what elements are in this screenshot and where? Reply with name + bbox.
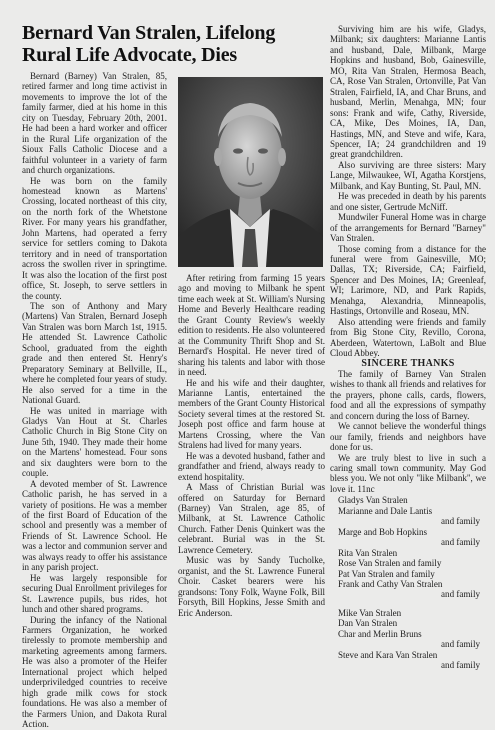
signature-line: Marianne and Dale Lantis xyxy=(338,505,433,516)
paragraph: He was united in marriage with Gladys Van Hout at St. Charles Catholic Church in Big Stone City on June 5th, 1940. They made their home on the Martens' homestead. Four sons and six daughters were born to the couple. xyxy=(22,405,167,479)
portrait-photo xyxy=(178,77,323,267)
signature-line: Steve and Kara Van Stralen xyxy=(338,649,438,660)
paragraph: After retiring from farming 15 years ago and moving to Milbank he spent time each week at St. William's Nursing Home and Beverly Healthcare reading the Grant County Review's weekly edition to residents. He also volunteered at the Community Thrift Shop and St. Bernard's Hospital. He never tired of sharing his talents and labor with those in need. xyxy=(178,273,325,378)
signature-line: and family xyxy=(441,537,480,548)
paragraph: He and his wife and their daughter, Marianne Lantis, entertained the members of the Grant County Historical Society several times at the restored St. Joseph post office and farm house at Martens Crossing, where the Van Stralens had lived for many years. xyxy=(178,377,325,451)
paragraph: He was preceded in death by his parents and one sister, Gertrude McNiff. xyxy=(330,191,486,212)
paragraph: Also attending were friends and family from Big Stone City, Revillo, Corona, Aberdeen, Watertown, LaBolt and Blue Cloud Abbey. xyxy=(330,316,486,359)
signature-line: Rita Van Stralen xyxy=(338,547,398,558)
paragraph: Bernard (Barney) Van Stralen, 85, retired farmer and long time activist in movements to improve the lot of the family farmer, died at his home in this city on Tuesday, February 20th, 2001. He had been a hard worker and officer in the Rural Life organization of the Sioux Falls Catholic Diocese and a faithful volunteer in a variety of farm and church organizations. xyxy=(22,71,167,176)
signature-line: Marge and Bob Hopkins xyxy=(338,526,428,537)
thanks-paragraph: The family of Barney Van Stralen wishes to thank all friends and relatives for the prayers, phone calls, cards, flowers, food and all the expressions of sympathy and concern during the loss of Barney. xyxy=(330,368,487,421)
column-1 xyxy=(22,71,167,730)
paragraph: Also surviving are three sisters: Mary Lange, Milwaukee, WI, Agatha Korstjens, Milbank, and Kay Bunting, St. Paul, MN. xyxy=(330,159,486,191)
signature-line: Pat Van Stralen and family xyxy=(338,568,435,579)
signature-line: and family xyxy=(441,589,480,600)
paragraph: The son of Anthony and Mary (Martens) Van Stralen, Bernard Joseph Van Stralen was born March 1st, 1915. He attended St. Lawrence Catholic School, graduated from the eighth grade and then entered St. Henry's Preparatory Seminary at Bellville, IL, where he completed four years of study. He also served for a time in the National Guard. xyxy=(22,300,167,406)
signature-line: Rose Van Stralen and family xyxy=(338,558,442,569)
signature-line: Mike Van Stralen xyxy=(338,607,402,618)
paragraph: He was a devoted husband, father and grandfather and friend, always ready to extend hospitality. xyxy=(178,450,325,482)
signature-line: and family xyxy=(441,660,480,671)
signature-line: Dan Van Stralen xyxy=(338,618,398,629)
paragraph: Surviving him are his wife, Gladys, Milbank; six daughters: Marianne Lantis and husband, Dale, Milbank, Marge Hopkins and husband, Bob, Gainesville, MO, Rita Van Stralen, Hermosa Beach, CA, Rose Van Stralen, Ortonville, Pat Van Stralen, Fairfield, IA, and Char Bruns, and husband, Merlin, Menahga, MN; four sons: Frank and wife, Cathy, Riverside, CA, Mike, Des Moines, IA, Dan, Hastings, MN, and Steve and wife, Kara, Spencer, IA; 24 grandchildren and 19 great grandchildren. xyxy=(330,24,486,160)
column-3 xyxy=(330,24,486,671)
column-2 xyxy=(178,273,325,618)
paragraph: Mundwiler Funeral Home was in charge of the arrangements for Bernard "Barney" Van Stralen. xyxy=(330,212,486,244)
signature-line: and family xyxy=(441,639,480,650)
paragraph: A devoted member of St. Lawrence Catholic parish, he has served in a variety of positions. He was a member of the first Board of Education of the school and presently was a member of Friends of St. Lawrence School. He was a lector and communion server and was always ready to offer his assistance in any parish project. xyxy=(22,478,167,573)
thanks-paragraph: We cannot believe the wonderful things our family, friends and neighbors have done for us. xyxy=(330,421,486,453)
signature-line: and family xyxy=(441,516,480,527)
paragraph: A Mass of Christian Burial was offered on Saturday for Bernard (Barney) Van Stralen, age 85, of Milbank, at St. Lawrence Catholic Church. Father Denis Quinkert was the celebrant. Burial was in the St. Lawrence Cemetery. xyxy=(178,482,325,555)
signature-line: Gladys Van Stralen xyxy=(338,495,408,506)
obituary-headline: Bernard Van Stralen, Lifelong Rural Life Advocate, Dies xyxy=(22,22,276,66)
paragraph: Music was by Sandy Tucholke, organist, and the St. Lawrence Funeral Choir. Casket bearers were his grandsons: Tony Folk, Wayne Folk, Bill Forsyth, Bill Hopkins, Jesse Smith and Eric Anderson. xyxy=(178,555,325,618)
paragraph: Those coming from a distance for the funeral were from Gainesville, MO; Dallas, TX; Riverside, CA; Fairfield, Spencer and Des Moines, IA; Greenleaf, WI; Larimore, ND, and Park Rapids, Menahga, Alexandria, Minneapolis, Hastings, Ortonville and Roseau, MN. xyxy=(330,243,486,317)
signature-spacer xyxy=(330,600,486,608)
thanks-heading: SINCERE THANKS xyxy=(361,357,455,369)
thanks-paragraph: We are truly blest to live in such a caring small town community. May God bless you. We not only "like Milbank", we love it. 11nc xyxy=(330,452,486,494)
paragraph: During the infancy of the National Farmers Organization, he worked tirelessly to promote membership and marketing agreements among farmers. He was also a promoter of the Heifer International project which helped underpriviledged countries to receive high grade milk cows for stock foundations. He was also a member of the Farmers Union, and Dakota Rural Action. xyxy=(22,614,167,730)
signature-line: Char and Merlin Bruns xyxy=(338,628,422,639)
paragraph: He was born on the family homestead known as Martens' Crossing, located northeast of this city, on the north fork of the Whetstone River. For many years his grandfather, John Martens, had operated a ferry service for settlers coming to Dakota territory and in need of transportation across the swollen river in springtime. It was also the location of the first post office, St. Joseph, to serve settlers in the county. xyxy=(22,175,167,301)
signature-list xyxy=(330,495,486,670)
signature-line: Frank and Cathy Van Stralen xyxy=(338,579,443,590)
paragraph: He was largely responsible for securing Dual Enrollment privileges for St. Lawrence pupils, bus rides, hot lunch and other shared programs. xyxy=(22,572,167,615)
